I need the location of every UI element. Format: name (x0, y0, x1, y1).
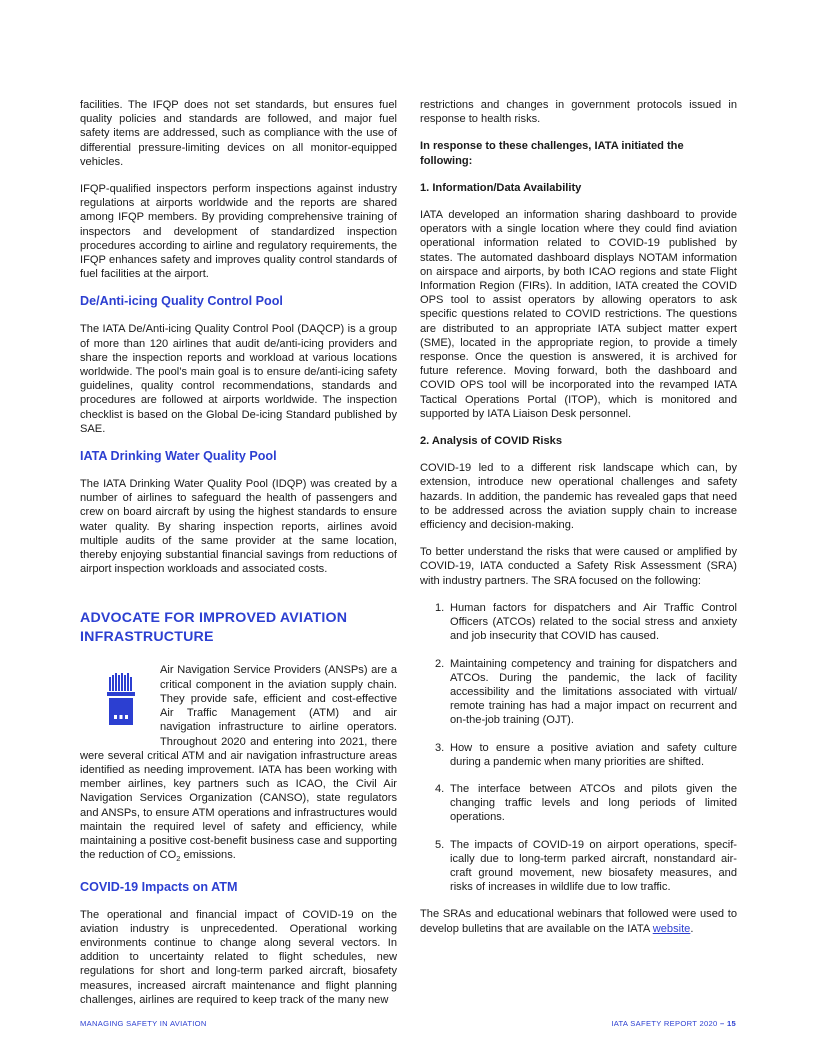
sra-focus-list (420, 601, 737, 894)
footer-separator: – (720, 1019, 725, 1028)
list-item-text: How to ensure a positive aviation and safety culture during a pandemic when many priorities are shifted. (450, 741, 737, 768)
page-number: 15 (726, 1019, 736, 1028)
list-item-text: Maintaining competency and training for dispatchers and ATCOs. During the pandemic, the lack of facility accessibility and the limitations associated with virtual/ remote training has had a major impact on recurrent and on-the-job training (OJT). (450, 657, 737, 727)
list-item (420, 741, 737, 769)
co2-subscript: 2 (176, 854, 181, 864)
left-column (80, 98, 397, 1007)
paragraph-information-dashboard: IATA developed an information sharing dashboard to provide operators with a single location where they could find aviation operational information related to COVID-19 published by states. The automated dashboard displays NOTAM information on airspace and airports, by both ICAO regions and state Flight Information Region (FIRs). In addition, IATA created the COVID OPS tool to assist operators by allowing operators to ask specific questions related to COVID restrictions. The questions are distributed to an appropriate IATA subject matter expert (SME), located in the appropriate region, to provide a timely response. Once the question is answered, it is archived for future reference. Moving forward, both the dashboard and COVID OPS tool will be incorporated into the revamped IATA Tactical Operations Portal (ITOP), which is monitored and supported by IATA Liaison Desk personnel. (420, 209, 737, 420)
heading-analysis-covid-risks: 2. Analysis of COVID Risks (420, 435, 563, 448)
paragraph-bulletins (420, 907, 737, 935)
list-item-text: Human factors for dispatchers and Air Traffic Control Officers (ATCOs) related to the social stress and anxiety and job insecurity that COVID has caused. (450, 601, 737, 643)
paragraph-sra: To better understand the risks that were caused or amplified by COVID-19, IATA conducted a Safety Risk Assessment (SRA) with industry partners. The SRA focused on the following: (420, 546, 737, 587)
list-item-number: 5. (435, 838, 445, 851)
paragraph-restrictions: restrictions and changes in government protocols issued in response to health risks. (420, 99, 737, 126)
paragraph-lead-response: In response to these challenges, IATA initiated the following: (420, 140, 684, 167)
paragraph-risk-landscape: COVID-19 led to a different risk landscape which can, by extension, introduce new operational challenges and safety hazards. In addition, the pandemic has revealed gaps that need to be addressed across the aviation supply chain to increase efficiency and decision-making. (420, 462, 737, 532)
website-link[interactable]: website (652, 922, 691, 935)
list-item (420, 782, 737, 825)
footer-report-title: IATA SAFETY REPORT 2020 (611, 1019, 718, 1028)
ansp-text: Air Navigation Service Providers (ANSPs) are a critical component in the aviation supply chain. They provide safe, efficient and cost-effective Air Traffic Management (ATM) and air navigation infrastructure to airline operators. Throughout 2020 and entering into 2021, there were several critical ATM and air navigation infrastructure areas identified as needing improvement. IATA has been working with member airlines, key partners such as ICAO, the Civil Air Navigation Services Organization (CANSO), state regulators and ANSPs, to ensure ATM operations and infrastructures would maintain the required level of safety and efficiency, while maintaining a positive cost-benefit business case and supporting the reduction of CO (80, 664, 397, 862)
section-title-advocate (80, 609, 397, 647)
control-tower-icon-wrapper (80, 665, 160, 737)
paragraph-idqp: The IATA Drinking Water Quality Pool (IDQP) was created by a number of airlines to safeguard the health of passengers and crew on board aircraft by using the highest standards to ensure water quality. By sharing inspection reports, airlines avoid multiple audits of the same provider at the same location, thereby enjoying substantial financial savings from reductions of airport inspection workloads and associated costs. (80, 478, 397, 576)
heading-covid-impacts: COVID-19 Impacts on ATM (80, 879, 238, 894)
list-item-number: 4. (435, 782, 445, 795)
section-title-line-1: ADVOCATE FOR IMPROVED AVIATION (80, 610, 348, 627)
paragraph-ifqp-standards: facilities. The IFQP does not set standards, but ensures fuel quality policies and standards are followed, and major fuel safety items are addressed, such as compliance with the use of differential pressure-limiting devices on all monitor-equipped vehicles. (80, 99, 397, 168)
list-item-number: 3. (435, 741, 445, 754)
paragraph-ifqp-inspectors: IFQP-qualified inspectors perform inspections against industry regulations at airports worldwide and the reports are shared among IFQP members. By providing comprehensive training of inspectors and development of standardized inspection procedures according to airline and regulatory requirements, the IFQP enhances safety and improves quality control standards of fuel facilities at the airport. (80, 183, 397, 281)
list-item (420, 601, 737, 644)
ansp-text-end: emissions. (180, 849, 236, 862)
section-title-line-2: INFRASTRUCTURE (80, 629, 214, 646)
list-item-number: 1. (435, 601, 445, 614)
heading-drinking-water-pool: IATA Drinking Water Quality Pool (80, 449, 277, 464)
heading-information-availability: 1. Information/Data Availability (420, 181, 582, 194)
paragraph-daqcp: The IATA De/Anti-icing Quality Control Pool (DAQCP) is a group of more than 120 airlines that audit de/anti-icing providers and share the inspection reports and workload at various locations worldwide. The pool’s main goal is to ensure de/anti-icing safety guidelines, quality control recommendations, standards and procedures are followed at airports worldwide. The inspection checklist is based on the Global De-icing Standard published by SAE. (80, 323, 397, 435)
list-item-number: 2. (435, 657, 445, 670)
footer-page-info (611, 1019, 736, 1028)
bulletins-text: The SRAs and educational webinars that followed were used to develop bulletins that are available on the IATA (420, 908, 737, 935)
list-item-text: The impacts of COVID-19 on airport operations, specifically due to long-term parked aircraft, nonstandard aircraft ground movement, new biosafety measures, and risks of increases in wildlife due to low traffic. (450, 838, 737, 894)
list-item (420, 657, 737, 728)
list-item (420, 838, 737, 895)
heading-deicing-pool: De/Anti-icing Quality Control Pool (80, 294, 283, 309)
right-column (420, 98, 737, 936)
footer-section-title: MANAGING SAFETY IN AVIATION (80, 1019, 207, 1028)
paragraph-covid-impact: The operational and financial impact of COVID-19 on the aviation industry is unprecedented. Operational working environments continue to change along several vectors. In addition to uncertainty related to flight schedules, new regulations for short and long-term parked aircraft, biosafety measures, increased aircraft maintenance and flight planning challenges, airlines are required to keep track of the many new (80, 908, 397, 1006)
bulletins-text-end: . (690, 922, 694, 935)
control-tower-icon (107, 673, 135, 725)
list-item-text: The interface between ATCOs and pilots given the changing traffic levels and long periods of limited operations. (450, 782, 737, 824)
